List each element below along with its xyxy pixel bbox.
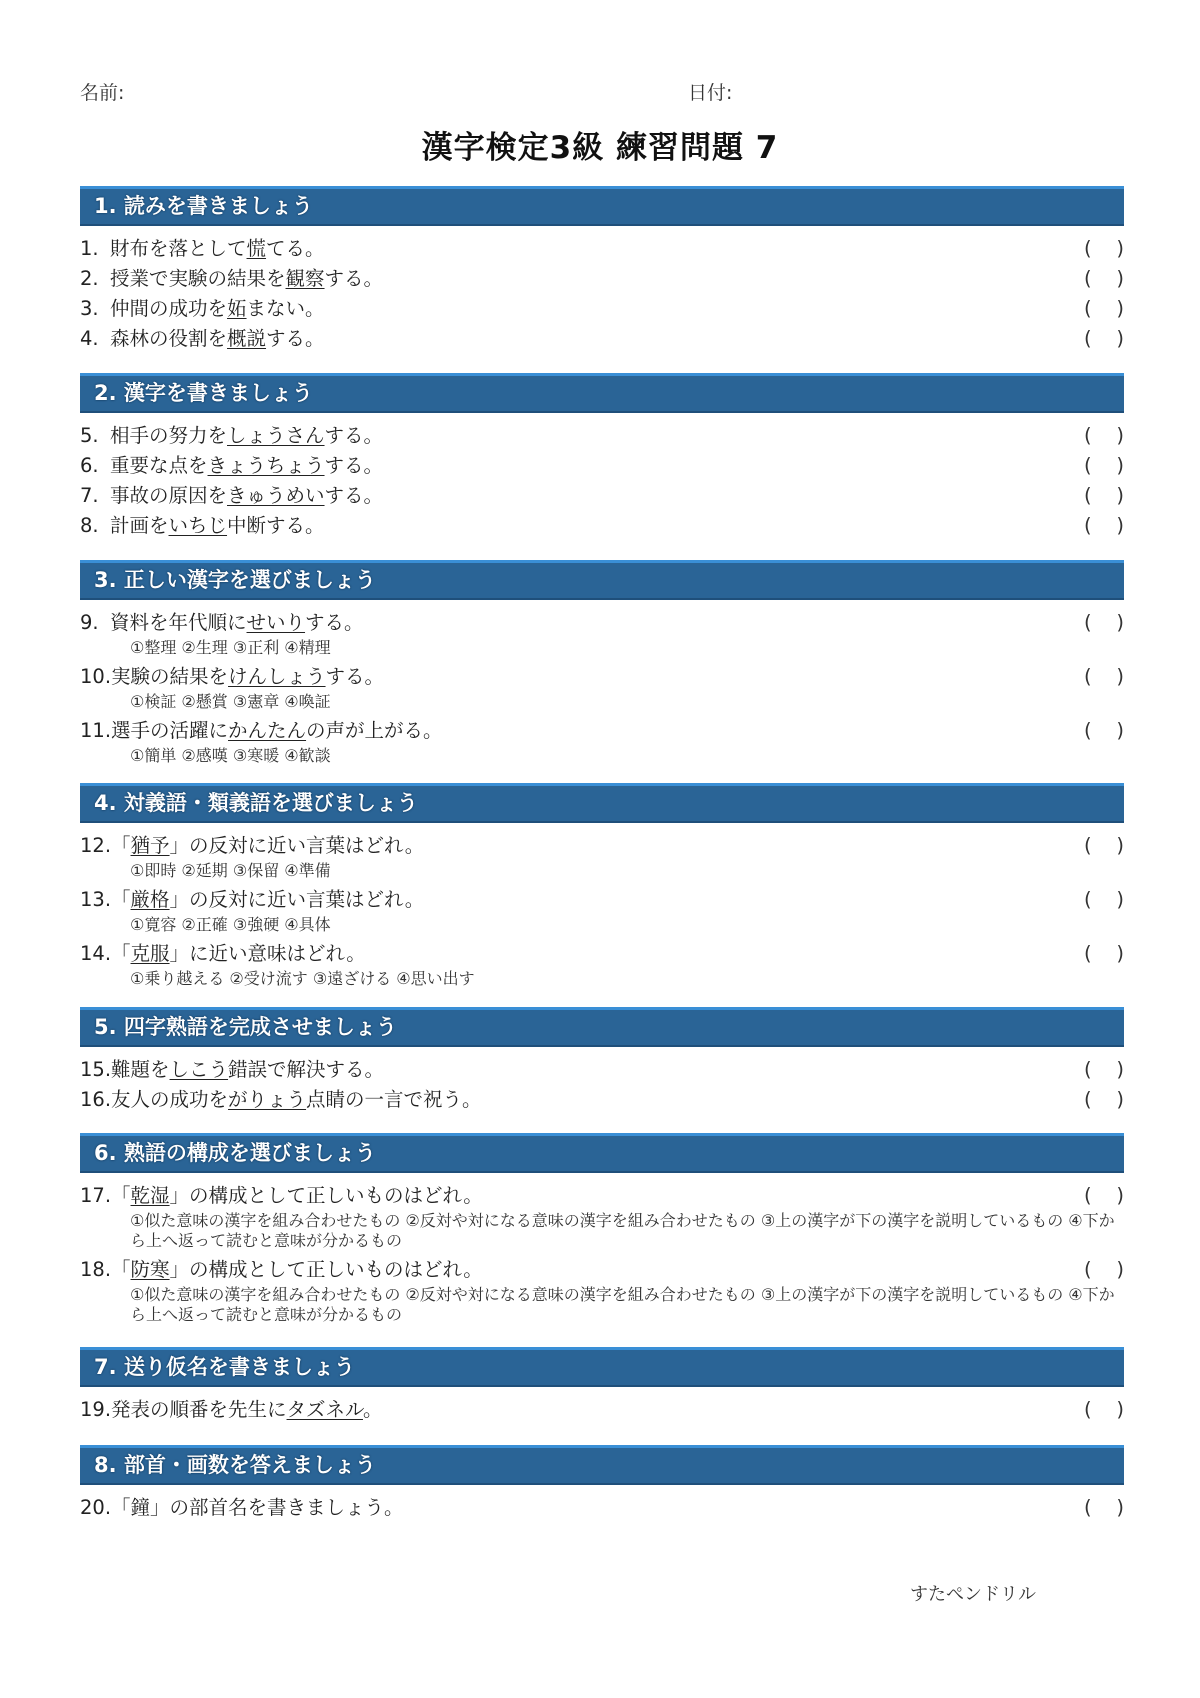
question-number: 12. — [80, 834, 112, 857]
question-row — [80, 234, 1124, 264]
question-target: 克服 — [130, 942, 170, 965]
answer-paren-close: ) — [1116, 297, 1124, 320]
question-text-before: 難題を — [111, 1058, 170, 1081]
question-target: 厳格 — [130, 888, 170, 911]
question-text-before: 重要な点を — [110, 454, 208, 477]
answer-paren-close: ) — [1116, 1088, 1124, 1111]
question-number: 14. — [80, 942, 112, 965]
question-number: 19. — [80, 1398, 112, 1421]
question-text-after: する。 — [324, 267, 384, 290]
section-body — [80, 600, 1124, 766]
question-target: せいり — [246, 611, 306, 634]
answer-paren-open: ( — [1084, 888, 1092, 911]
question-target: しこう — [169, 1058, 229, 1081]
answer-box[interactable] — [1084, 1085, 1124, 1115]
section-2 — [80, 373, 1124, 541]
answer-paren-open: ( — [1084, 484, 1092, 507]
question-number: 20. — [80, 1496, 112, 1519]
question-text-before: 財布を落として — [110, 237, 247, 260]
section-1 — [80, 186, 1124, 354]
section-heading: 4. 対義語・類義語を選びましょう — [80, 783, 1124, 823]
question-number: 8. — [80, 514, 99, 537]
answer-paren-open: ( — [1084, 424, 1092, 447]
section-heading: 1. 読みを書きましょう — [80, 186, 1124, 226]
question-text-before: 「 — [111, 834, 131, 857]
answer-box[interactable] — [1084, 511, 1124, 541]
answer-box[interactable] — [1084, 1493, 1124, 1523]
question-text-after: 錯誤で解決する。 — [228, 1058, 385, 1081]
section-5 — [80, 1007, 1124, 1115]
question-text-after: の声が上がる。 — [306, 719, 443, 742]
question-text-before: 計画を — [110, 514, 169, 537]
question-row — [80, 1181, 1124, 1211]
answer-choices: ①整理 ②生理 ③正利 ④精理 — [130, 638, 331, 657]
question-row — [80, 939, 1124, 969]
section-body — [80, 226, 1124, 354]
question-text-after: 」の反対に近い言葉はどれ。 — [169, 888, 425, 911]
question-target: 慌 — [246, 237, 267, 260]
answer-paren-close: ) — [1116, 327, 1124, 350]
section-body — [80, 1173, 1124, 1325]
question-text-before: 友人の成功を — [111, 1088, 229, 1111]
answer-paren-open: ( — [1084, 665, 1092, 688]
question-text-before: 実験の結果を — [111, 665, 229, 688]
answer-box[interactable] — [1084, 939, 1124, 969]
answer-choices: ①即時 ②延期 ③保留 ④準備 — [130, 861, 331, 880]
question-text-before: 「 — [111, 1258, 131, 1281]
question-number: 9. — [80, 611, 99, 634]
answer-box[interactable] — [1084, 1255, 1124, 1285]
section-heading: 7. 送り仮名を書きましょう — [80, 1347, 1124, 1387]
question-target: がりょう — [228, 1088, 307, 1111]
answer-paren-close: ) — [1116, 888, 1124, 911]
answer-box[interactable] — [1084, 1055, 1124, 1085]
question-row — [80, 1255, 1124, 1285]
question-row — [80, 1493, 1124, 1523]
question-number: 6. — [80, 454, 99, 477]
question-number: 7. — [80, 484, 99, 507]
answer-paren-open: ( — [1084, 1058, 1092, 1081]
question-number: 3. — [80, 297, 99, 320]
date-label: 日付: — [688, 82, 733, 104]
question-text-after: する。 — [325, 665, 385, 688]
answer-choices: ①似た意味の漢字を組み合わせたもの ②反対や対になる意味の漢字を組み合わせたもの ③上の漢字が下の漢字を説明しているもの ④下から上へ返って読むと意味が分かるもの — [130, 1211, 1115, 1250]
section-body — [80, 1485, 1124, 1523]
section-body — [80, 413, 1124, 541]
question-number: 1. — [80, 237, 99, 260]
footer-brand: すたぺンドリル — [910, 1584, 1036, 1605]
question-text-after: する。 — [266, 327, 325, 350]
answer-box[interactable] — [1084, 662, 1124, 692]
question-target: きゅうめい — [227, 484, 325, 507]
question-row — [80, 1395, 1124, 1425]
question-text-after: する。 — [324, 484, 384, 507]
answer-paren-open: ( — [1084, 297, 1092, 320]
answer-box[interactable] — [1084, 1395, 1124, 1425]
question-text-after: する。 — [324, 424, 384, 447]
section-8 — [80, 1445, 1124, 1523]
question-number: 4. — [80, 327, 99, 350]
answer-paren-close: ) — [1116, 834, 1124, 857]
question-row — [80, 1085, 1124, 1115]
question-target: 猶予 — [130, 834, 170, 857]
question-text-after: 」の反対に近い言葉はどれ。 — [169, 834, 425, 857]
question-number: 16. — [80, 1088, 112, 1111]
answer-paren-close: ) — [1116, 424, 1124, 447]
question-text-after: てる。 — [266, 237, 325, 260]
answer-box[interactable] — [1084, 294, 1124, 324]
question-number: 17. — [80, 1184, 112, 1207]
section-6 — [80, 1133, 1124, 1329]
question-number: 13. — [80, 888, 112, 911]
question-row — [80, 481, 1124, 511]
question-text-after: 」の構成として正しいものはどれ。 — [169, 1184, 483, 1207]
question-row — [80, 264, 1124, 294]
question-number: 5. — [80, 424, 99, 447]
answer-box[interactable] — [1084, 831, 1124, 861]
question-row — [80, 662, 1124, 692]
question-target: いちじ — [168, 514, 228, 537]
answer-paren-close: ) — [1116, 454, 1124, 477]
answer-paren-open: ( — [1084, 1088, 1092, 1111]
page-title: 漢字検定3級 練習問題 7 — [421, 130, 779, 166]
answer-choices: ①簡単 ②感嘆 ③寒暖 ④歓談 — [130, 746, 331, 765]
answer-choices: ①寛容 ②正確 ③強硬 ④具体 — [130, 915, 331, 934]
question-number: 2. — [80, 267, 99, 290]
question-target: かんたん — [228, 719, 307, 742]
question-row — [80, 294, 1124, 324]
question-row — [80, 608, 1124, 638]
question-target: 防寒 — [130, 1258, 170, 1281]
answer-paren-open: ( — [1084, 942, 1092, 965]
question-number: 15. — [80, 1058, 112, 1081]
section-heading: 8. 部首・画数を答えましょう — [80, 1445, 1124, 1485]
question-target: 概説 — [227, 327, 267, 350]
answer-paren-close: ) — [1116, 942, 1124, 965]
answer-paren-close: ) — [1116, 1398, 1124, 1421]
section-body — [80, 823, 1124, 989]
question-text-before: 「 — [111, 1184, 131, 1207]
answer-box[interactable] — [1084, 451, 1124, 481]
section-heading: 2. 漢字を書きましょう — [80, 373, 1124, 413]
question-number: 11. — [80, 719, 112, 742]
question-number: 10. — [80, 665, 112, 688]
question-row — [80, 885, 1124, 915]
question-number: 18. — [80, 1258, 112, 1281]
answer-paren-open: ( — [1084, 267, 1092, 290]
answer-choices: ①乗り越える ②受け流す ③遠ざける ④思い出す — [130, 969, 475, 988]
section-body — [80, 1387, 1124, 1425]
section-heading: 6. 熟語の構成を選びましょう — [80, 1133, 1124, 1173]
answer-paren-open: ( — [1084, 237, 1092, 260]
section-3 — [80, 560, 1124, 770]
question-text-before: 選手の活躍に — [111, 719, 229, 742]
answer-box[interactable] — [1084, 885, 1124, 915]
question-target: 妬 — [227, 297, 247, 320]
section-heading: 5. 四字熟語を完成させましょう — [80, 1007, 1124, 1047]
question-text-after: する。 — [324, 454, 384, 477]
question-row — [80, 511, 1124, 541]
question-target: 観察 — [285, 267, 325, 290]
answer-box[interactable] — [1084, 608, 1124, 638]
section-body — [80, 1047, 1124, 1115]
question-text-before: 「 — [111, 888, 131, 911]
answer-paren-close: ) — [1116, 1496, 1124, 1519]
question-row — [80, 831, 1124, 861]
answer-paren-close: ) — [1116, 267, 1124, 290]
answer-paren-open: ( — [1084, 611, 1092, 634]
question-text-after: する。 — [305, 611, 364, 634]
question-text-after: 」の部首名を書きましょう。 — [150, 1496, 404, 1519]
answer-paren-open: ( — [1084, 327, 1092, 350]
section-4 — [80, 783, 1124, 993]
question-row — [80, 716, 1124, 746]
answer-paren-open: ( — [1084, 1184, 1092, 1207]
question-text-before: 森林の役割を — [110, 327, 228, 350]
question-row — [80, 1055, 1124, 1085]
answer-choices: ①似た意味の漢字を組み合わせたもの ②反対や対になる意味の漢字を組み合わせたもの ③上の漢字が下の漢字を説明しているもの ④下から上へ返って読むと意味が分かるもの — [130, 1285, 1115, 1324]
question-target: 鐘 — [130, 1496, 151, 1519]
answer-paren-close: ) — [1116, 1058, 1124, 1081]
question-target: タズネル — [286, 1398, 363, 1421]
answer-paren-close: ) — [1116, 719, 1124, 742]
question-text-after: まない。 — [246, 297, 325, 320]
question-target: 乾湿 — [130, 1184, 170, 1207]
question-text-before: 仲間の成功を — [110, 297, 228, 320]
question-text-before: 相手の努力を — [110, 424, 228, 447]
answer-box[interactable] — [1084, 1181, 1124, 1211]
question-row — [80, 324, 1124, 354]
answer-box[interactable] — [1084, 716, 1124, 746]
section-heading: 3. 正しい漢字を選びましょう — [80, 560, 1124, 600]
question-row — [80, 451, 1124, 481]
answer-box[interactable] — [1084, 421, 1124, 451]
answer-paren-open: ( — [1084, 1496, 1092, 1519]
question-text-after: 。 — [362, 1398, 383, 1421]
answer-choices: ①検証 ②懸賞 ③憲章 ④喚証 — [130, 692, 331, 711]
answer-paren-open: ( — [1084, 1258, 1092, 1281]
answer-paren-close: ) — [1116, 611, 1124, 634]
answer-paren-close: ) — [1116, 514, 1124, 537]
question-text-before: 発表の順番を先生に — [111, 1398, 287, 1421]
section-7 — [80, 1347, 1124, 1425]
answer-box[interactable] — [1084, 481, 1124, 511]
answer-paren-open: ( — [1084, 514, 1092, 537]
answer-box[interactable] — [1084, 264, 1124, 294]
question-target: けんしょう — [228, 665, 326, 688]
question-text-before: 「 — [111, 1496, 131, 1519]
answer-paren-close: ) — [1116, 1184, 1124, 1207]
question-text-before: 「 — [111, 942, 131, 965]
answer-paren-close: ) — [1116, 665, 1124, 688]
question-text-after: 」に近い意味はどれ。 — [169, 942, 366, 965]
answer-paren-open: ( — [1084, 454, 1092, 477]
question-text-before: 授業で実験の結果を — [110, 267, 286, 290]
answer-paren-open: ( — [1084, 719, 1092, 742]
question-row — [80, 421, 1124, 451]
answer-box[interactable] — [1084, 234, 1124, 264]
question-target: しょうさん — [227, 424, 325, 447]
question-target: きょうちょう — [207, 454, 325, 477]
name-label: 名前: — [80, 82, 125, 104]
question-text-before: 資料を年代順に — [110, 611, 247, 634]
question-text-before: 事故の原因を — [110, 484, 228, 507]
answer-paren-close: ) — [1116, 1258, 1124, 1281]
answer-paren-open: ( — [1084, 1398, 1092, 1421]
answer-paren-open: ( — [1084, 834, 1092, 857]
question-text-after: 」の構成として正しいものはどれ。 — [169, 1258, 483, 1281]
question-text-after: 点睛の一言で祝う。 — [306, 1088, 482, 1111]
question-text-after: 中断する。 — [227, 514, 325, 537]
answer-paren-close: ) — [1116, 237, 1124, 260]
answer-box[interactable] — [1084, 324, 1124, 354]
answer-paren-close: ) — [1116, 484, 1124, 507]
